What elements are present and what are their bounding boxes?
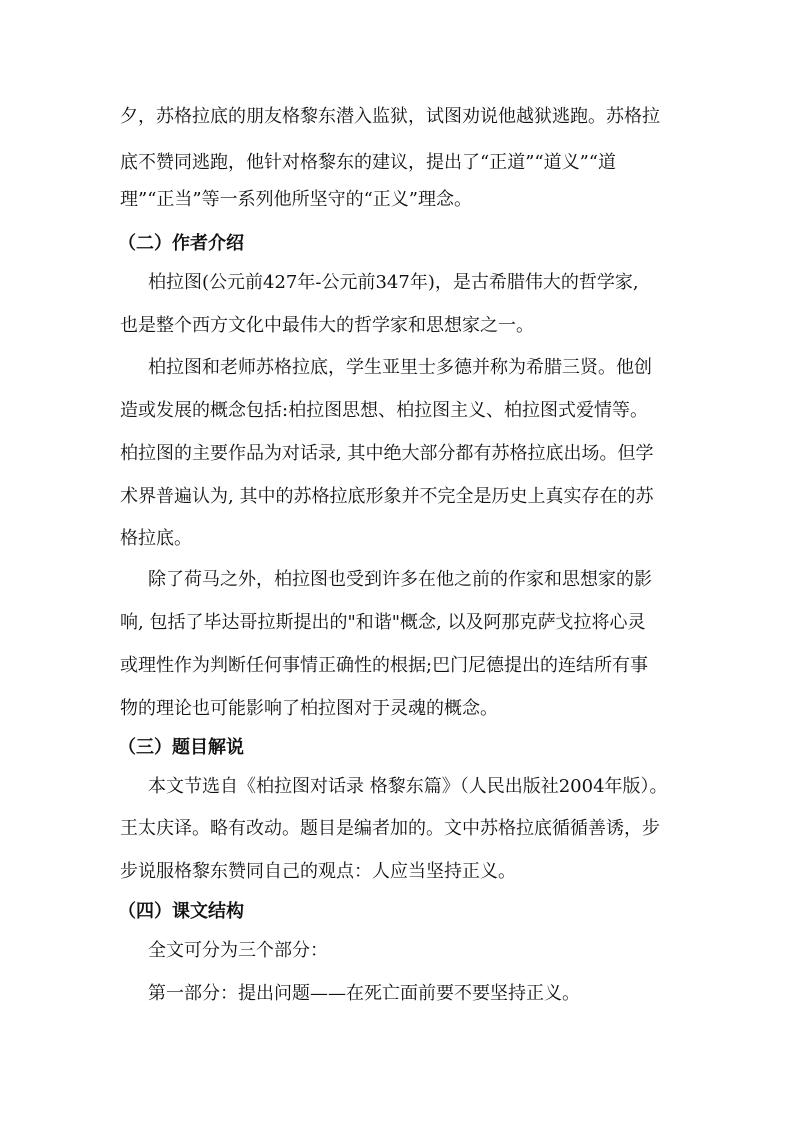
author-para2-line4: 术界普遍认为, 其中的苏格拉底形象并不完全是历史上真实存在的苏 — [120, 486, 654, 507]
title-para-line3: 步说服格黎东赞同自己的观点：人应当坚持正义。 — [120, 861, 516, 882]
section-heading-structure: （四）课文结构 — [118, 901, 244, 922]
author-para3-line1: 除了荷马之外，柏拉图也受到许多在他之前的作家和思想家的影 — [148, 569, 652, 590]
structure-line1: 全文可分为三个部分： — [148, 940, 328, 961]
author-para3-line3: 或理性作为判断任何事情正确性的根据;巴门尼德提出的连结所有事 — [120, 655, 649, 676]
title-para-line1: 本文节选自《柏拉图对话录 格黎东篇》（人民出版社2004年版）。 — [148, 776, 668, 797]
author-para1-line1: 柏拉图(公元前427年-公元前347年)，是古希腊伟大的哲学家, — [148, 272, 639, 293]
author-para3-line2: 响, 包括了毕达哥拉斯提出的"和谐"概念, 以及阿那克萨戈拉将心灵 — [120, 612, 646, 633]
author-para3-line4: 物的理论也可能影响了柏拉图对于灵魂的概念。 — [120, 698, 498, 719]
title-para-line2: 王太庆译。略有改动。题目是编者加的。文中苏格拉底循循善诱，步 — [120, 818, 660, 839]
author-para2-line2: 造或发展的概念包括:柏拉图思想、柏拉图主义、柏拉图式爱情等。 — [120, 400, 649, 421]
author-para1-line2: 也是整个西方文化中最伟大的哲学家和思想家之一。 — [120, 315, 534, 336]
structure-line2: 第一部分：提出问题——在死亡面前要不要坚持正义。 — [148, 983, 580, 1004]
intro-line-2: 底不赞同逃跑，他针对格黎东的建议，提出了“正道”“道义”“道 — [120, 152, 617, 173]
author-para2-line5: 格拉底。 — [120, 528, 192, 549]
author-para2-line3: 柏拉图的主要作品为对话录, 其中绝大部分都有苏格拉底出场。但学 — [120, 443, 654, 464]
section-heading-title-explanation: （三）题目解说 — [118, 737, 244, 758]
intro-line-3: 理”“正当”等一系列他所坚守的“正义”理念。 — [120, 189, 473, 210]
author-para2-line1: 柏拉图和老师苏格拉底，学生亚里士多德并称为希腊三贤。他创 — [148, 357, 652, 378]
intro-line-1: 夕，苏格拉底的朋友格黎东潜入监狱，试图劝说他越狱逃跑。苏格拉 — [120, 106, 660, 127]
section-heading-author: （二）作者介绍 — [118, 233, 244, 254]
